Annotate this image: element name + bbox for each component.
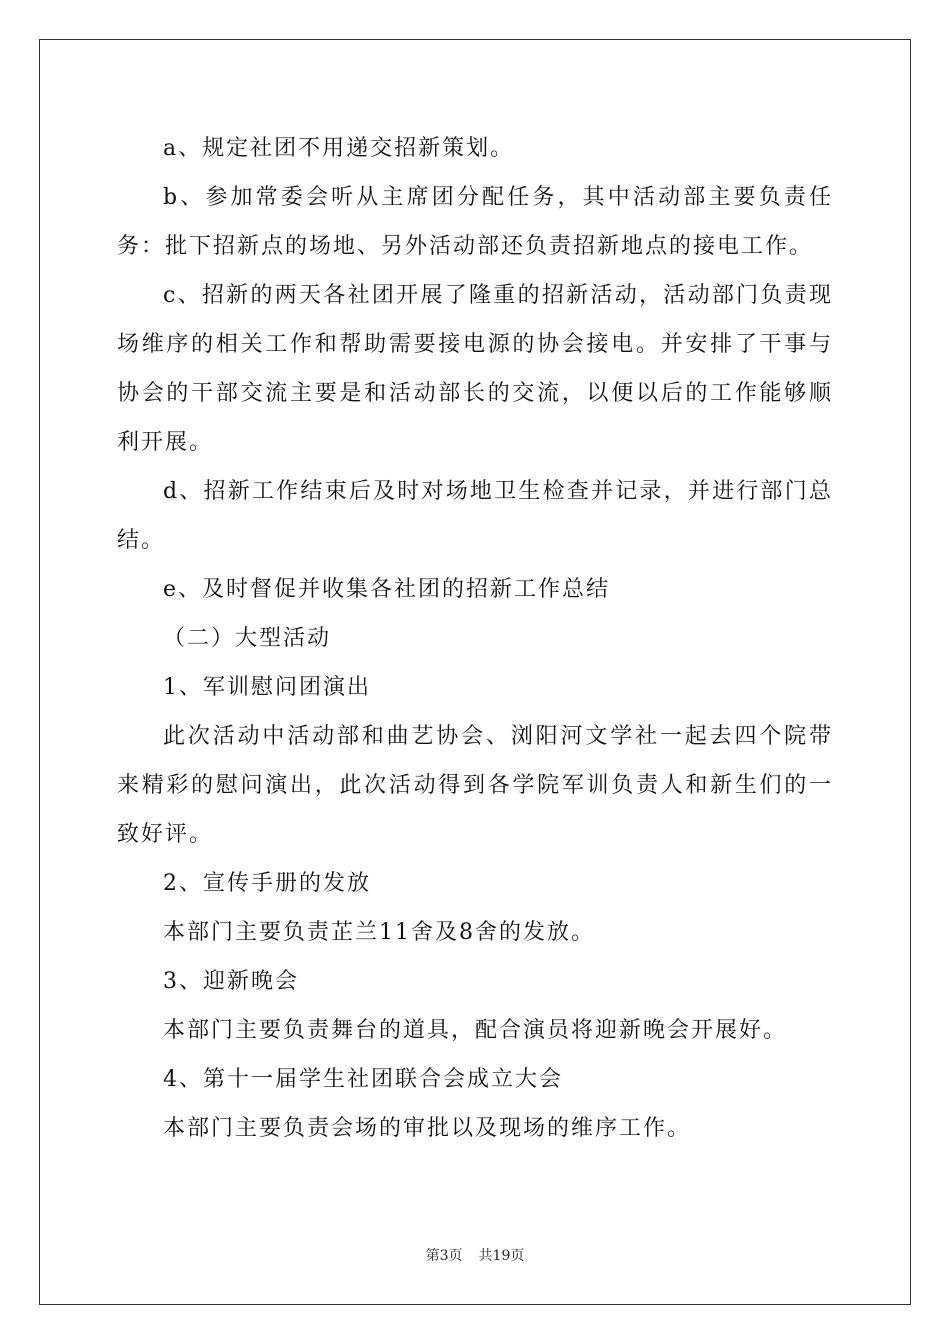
item-heading-2: 2、宣传手册的发放 (163, 871, 371, 896)
item-text-1: 此次活动中活动部和曲艺协会、浏阳河文学社一起去四个院带来精彩的慰问演出，此次活动得到各学院军训负责人和新生们的一致好评。 (117, 724, 833, 847)
paragraph-e: e、及时督促并收集各社团的招新工作总结 (163, 577, 611, 602)
item-text-4: 本部门主要负责会场的审批以及现场的维序工作。 (163, 1116, 692, 1141)
paragraph-c: c、招新的两天各社团开展了隆重的招新活动，活动部门负责现场维序的相关工作和帮助需要接电源的协会接电。并安排了干事与协会的干部交流主要是和活动部长的交流，以便以后的工作能够顺利开展。 (117, 283, 833, 455)
document-body (117, 124, 833, 1153)
section-heading-large-activities: （二）大型活动 (163, 626, 332, 651)
page-total: 共19页 (478, 1248, 525, 1264)
page-footer (0, 1246, 950, 1266)
item-heading-1: 1、军训慰问团演出 (163, 675, 371, 700)
item-text-2: 本部门主要负责芷兰11舍及8舍的发放。 (163, 920, 595, 945)
item-text-3: 本部门主要负责舞台的道具，配合演员将迎新晚会开展好。 (163, 1018, 788, 1043)
paragraph-a: a、规定社团不用递交招新策划。 (163, 136, 515, 161)
paragraph-b: b、参加常委会听从主席团分配任务，其中活动部主要负责任务：批下招新点的场地、另外活动部还负责招新地点的接电工作。 (117, 185, 833, 259)
page-number: 第3页 (425, 1248, 463, 1264)
item-heading-3: 3、迎新晚会 (163, 969, 299, 994)
item-heading-4: 4、第十一届学生社团联合会成立大会 (163, 1067, 563, 1092)
paragraph-d: d、招新工作结束后及时对场地卫生检查并记录，并进行部门总结。 (117, 479, 833, 553)
